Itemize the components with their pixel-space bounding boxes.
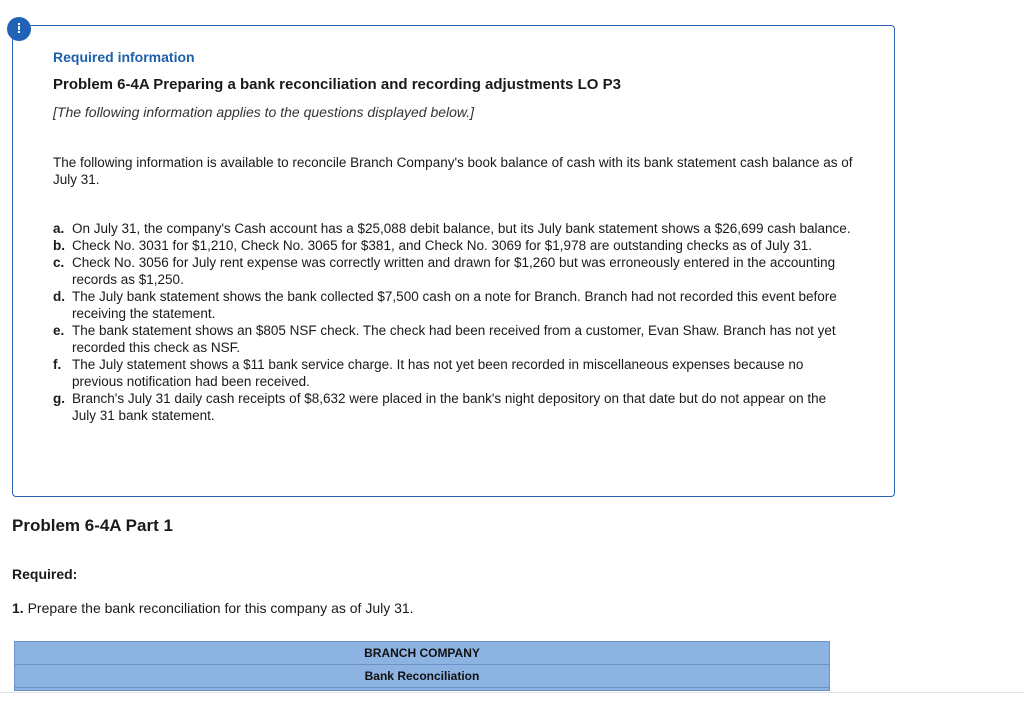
item-letter: b. — [53, 238, 65, 253]
problem-title: Problem 6-4A Preparing a bank reconciliation and recording adjustments LO P3 — [53, 76, 621, 93]
item-text: The July statement shows a $11 bank service charge. It has not yet been recorded in miscellaneous expenses because no previous notification had been received. — [72, 357, 804, 389]
required-info-heading: Required information — [53, 49, 195, 65]
list-item — [53, 356, 853, 390]
list-item — [53, 288, 853, 322]
item-text: The July bank statement shows the bank collected $7,500 cash on a note for Branch. Branch had not recorded this event before receiving the statement. — [72, 289, 837, 321]
required-info-panel — [12, 25, 895, 497]
list-item — [53, 220, 853, 237]
alert-icon: ! — [7, 17, 31, 41]
divider — [0, 692, 1024, 693]
part-heading: Problem 6-4A Part 1 — [12, 516, 173, 535]
item-letter: g. — [53, 391, 65, 406]
item-text: Check No. 3031 for $1,210, Check No. 3065 for $381, and Check No. 3069 for $1,978 are outstanding checks as of July 31. — [72, 238, 812, 253]
reconciliation-title-header: Bank Reconciliation — [15, 665, 829, 688]
info-item-list — [53, 220, 853, 424]
list-item — [53, 390, 853, 424]
item-letter: f. — [53, 357, 62, 372]
instruction-text: Prepare the bank reconciliation for this company as of July 31. — [27, 600, 414, 616]
instruction — [12, 600, 414, 616]
company-name-header: BRANCH COMPANY — [15, 642, 829, 665]
list-item — [53, 322, 853, 356]
list-item — [53, 254, 853, 288]
required-label: Required: — [12, 566, 78, 582]
item-text: Branch's July 31 daily cash receipts of $8,632 were placed in the bank's night depository on that date but do not appear on the July 31 bank statement. — [72, 391, 827, 423]
item-letter: c. — [53, 255, 65, 270]
item-letter: e. — [53, 323, 65, 338]
item-letter: a. — [53, 221, 65, 236]
item-text: Check No. 3056 for July rent expense was correctly written and drawn for $1,260 but was erroneously entered in the accounting records as $1,250. — [72, 255, 836, 287]
applies-note: [The following information applies to the questions displayed below.] — [53, 104, 475, 120]
item-text: On July 31, the company's Cash account has a $25,088 debit balance, but its July bank statement shows a $26,699 cash balance. — [72, 221, 851, 236]
intro-paragraph: The following information is available to reconcile Branch Company's book balance of cash with its bank statement cash balance as of July 31. — [53, 155, 853, 187]
bank-reconciliation-table — [14, 641, 830, 691]
item-text: The bank statement shows an $805 NSF check. The check had been received from a customer, Evan Shaw. Branch has not yet recorded this check as NSF. — [72, 323, 836, 355]
instruction-number: 1. — [12, 600, 24, 616]
list-item — [53, 237, 853, 254]
item-letter: d. — [53, 289, 65, 304]
